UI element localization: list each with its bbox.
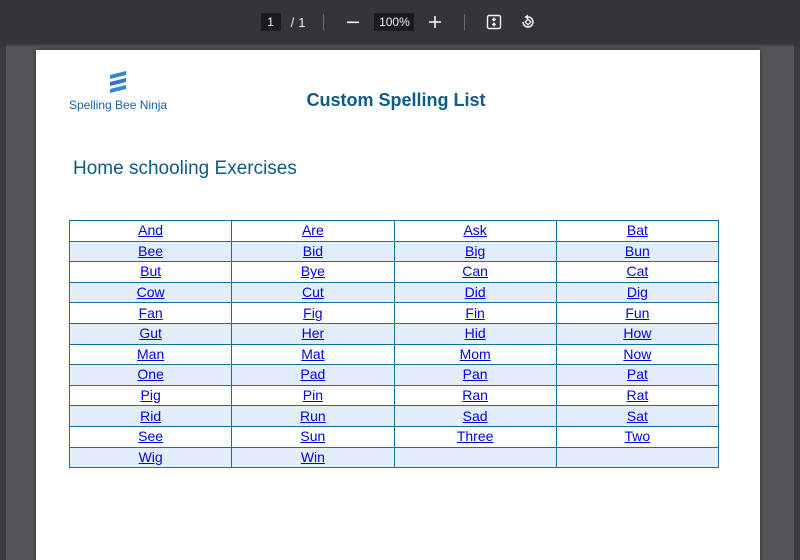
word-cell <box>232 262 394 283</box>
word-link[interactable]: Bun <box>624 242 650 259</box>
word-cell <box>70 241 232 262</box>
word-cell <box>232 323 394 344</box>
table-row <box>70 323 719 344</box>
pdf-toolbar <box>0 0 800 44</box>
word-link[interactable]: Two <box>624 428 651 445</box>
zoom-controls <box>342 11 446 33</box>
current-page-input[interactable] <box>261 13 281 31</box>
word-link[interactable]: Did <box>464 284 486 301</box>
word-link[interactable]: Ask <box>463 222 487 239</box>
word-link[interactable]: Pig <box>140 387 161 404</box>
word-link[interactable]: Big <box>465 242 486 259</box>
word-link[interactable]: And <box>138 222 164 239</box>
logo-icon <box>107 70 129 96</box>
word-cell <box>70 323 232 344</box>
spelling-word-table <box>69 220 719 468</box>
view-controls <box>483 11 539 33</box>
pdf-page <box>36 50 760 560</box>
word-cell <box>394 303 556 324</box>
word-cell <box>556 447 718 468</box>
word-link[interactable]: Run <box>300 407 326 424</box>
table-row <box>70 282 719 303</box>
word-cell <box>70 365 232 386</box>
plus-icon <box>428 15 442 29</box>
word-link[interactable]: Fan <box>138 304 163 321</box>
word-cell <box>556 221 718 242</box>
word-link[interactable]: Dig <box>626 284 648 301</box>
word-cell <box>70 262 232 283</box>
word-cell <box>556 282 718 303</box>
logo-text: Spelling Bee Ninja <box>69 98 168 112</box>
word-link[interactable]: Cat <box>626 263 649 280</box>
word-cell <box>394 426 556 447</box>
word-cell <box>70 282 232 303</box>
word-cell <box>556 303 718 324</box>
word-cell <box>394 447 556 468</box>
word-cell <box>70 303 232 324</box>
document-viewer[interactable] <box>0 44 800 560</box>
word-cell <box>232 241 394 262</box>
word-cell <box>394 365 556 386</box>
word-link[interactable]: Fun <box>625 304 650 321</box>
word-link[interactable]: Fig <box>303 304 323 321</box>
word-link[interactable]: Pan <box>462 366 488 383</box>
word-link[interactable]: Bid <box>302 242 323 259</box>
word-link[interactable]: Pin <box>302 387 323 404</box>
document-title: Custom Spelling List <box>306 90 486 110</box>
word-cell <box>232 447 394 468</box>
word-cell <box>232 282 394 303</box>
word-cell <box>394 344 556 365</box>
word-link[interactable]: Sat <box>626 407 648 424</box>
word-cell <box>70 221 232 242</box>
word-cell <box>394 262 556 283</box>
word-cell <box>394 221 556 242</box>
word-cell <box>556 365 718 386</box>
word-cell <box>70 426 232 447</box>
rotate-icon <box>519 13 537 31</box>
word-link[interactable]: See <box>138 428 164 445</box>
word-cell <box>232 303 394 324</box>
table-row <box>70 344 719 365</box>
toolbar-divider <box>323 14 324 30</box>
word-link[interactable]: Mom <box>459 345 491 362</box>
word-cell <box>232 365 394 386</box>
word-cell <box>232 426 394 447</box>
word-cell <box>556 344 718 365</box>
zoom-input[interactable] <box>374 13 414 31</box>
word-cell <box>70 447 232 468</box>
word-link[interactable]: Her <box>301 325 325 342</box>
word-cell <box>232 406 394 427</box>
word-link[interactable]: Bat <box>626 222 648 239</box>
word-cell <box>394 282 556 303</box>
page-navigation <box>261 13 306 31</box>
table-row <box>70 262 719 283</box>
word-link[interactable]: Three <box>456 428 494 445</box>
fit-page-icon <box>486 14 502 30</box>
rotate-button[interactable] <box>517 11 539 33</box>
table-row <box>70 385 719 406</box>
table-row <box>70 426 719 447</box>
word-cell <box>232 221 394 242</box>
word-cell <box>556 262 718 283</box>
word-link[interactable]: Cow <box>136 284 165 301</box>
word-link[interactable]: Bye <box>300 263 325 280</box>
logo <box>69 70 179 120</box>
word-cell <box>556 426 718 447</box>
document-subtitle: Home schooling Exercises <box>73 158 297 179</box>
word-link[interactable]: Ran <box>462 387 488 404</box>
total-pages: 1 <box>298 14 306 30</box>
word-cell <box>70 385 232 406</box>
word-link[interactable]: But <box>140 263 162 280</box>
table-row <box>70 447 719 468</box>
table-row <box>70 241 719 262</box>
word-cell <box>556 385 718 406</box>
word-link[interactable]: How <box>623 325 652 342</box>
table-row <box>70 406 719 427</box>
word-cell <box>70 344 232 365</box>
page-separator: / <box>290 14 295 30</box>
word-link[interactable]: Cut <box>301 284 324 301</box>
table-row <box>70 303 719 324</box>
word-link[interactable]: Hid <box>464 325 486 342</box>
fit-to-page-button[interactable] <box>483 11 505 33</box>
word-link[interactable]: Sun <box>300 428 326 445</box>
word-link[interactable]: Wig <box>138 448 163 465</box>
table-row <box>70 365 719 386</box>
word-cell <box>394 406 556 427</box>
word-link[interactable]: Rid <box>140 407 162 424</box>
word-link[interactable]: Gut <box>139 325 162 342</box>
word-link[interactable]: Now <box>623 345 652 362</box>
word-cell <box>556 241 718 262</box>
word-link[interactable]: Can <box>462 263 488 280</box>
word-link[interactable]: Bee <box>138 242 164 259</box>
word-link[interactable]: Mat <box>301 345 325 362</box>
word-link[interactable]: Pad <box>300 366 326 383</box>
word-cell <box>394 323 556 344</box>
word-cell <box>556 406 718 427</box>
word-link[interactable]: Win <box>300 448 325 465</box>
word-cell <box>394 241 556 262</box>
right-scrollbar[interactable] <box>794 44 800 560</box>
minus-icon <box>346 15 360 29</box>
word-link[interactable]: Are <box>301 222 324 239</box>
word-link[interactable]: Fin <box>465 304 485 321</box>
zoom-in-button[interactable] <box>424 11 446 33</box>
word-cell <box>70 406 232 427</box>
word-link[interactable]: Pat <box>626 366 648 383</box>
left-gutter <box>0 44 6 560</box>
word-link[interactable]: Sad <box>462 407 488 424</box>
word-link[interactable]: Man <box>137 345 165 362</box>
toolbar-divider <box>464 14 465 30</box>
zoom-out-button[interactable] <box>342 11 364 33</box>
word-link[interactable]: Rat <box>626 387 649 404</box>
table-row <box>70 221 719 242</box>
word-cell <box>394 385 556 406</box>
word-cell <box>232 385 394 406</box>
word-link[interactable]: One <box>137 366 164 383</box>
word-cell <box>556 323 718 344</box>
word-cell <box>232 344 394 365</box>
